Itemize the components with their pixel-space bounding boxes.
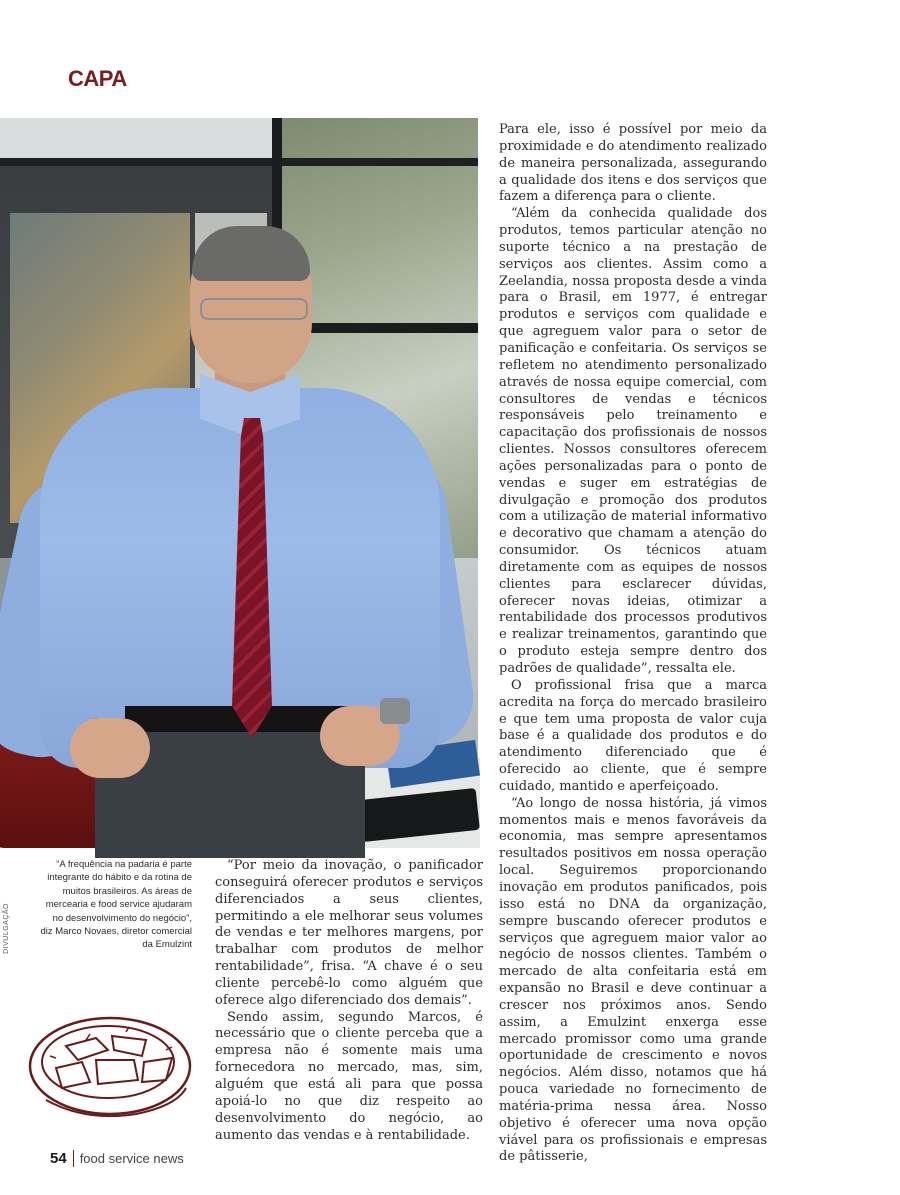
page-footer — [50, 1150, 184, 1167]
article-paragraph: Sendo assim, segundo Marcos, é necessário que o cliente perceba que a empresa não é somente mais uma fornecedora no mercado, mas, sim, alguém que está ali para que possa apoiá-lo no que diz respeito ao desenvolvimento do negócio, ao aumento das vendas e à rentabilidade. — [215, 1009, 483, 1143]
article-paragraph: O profissional frisa que a marca acredita na força do mercado brasileiro e que tem uma proposta de valor cuja base é a qualidade dos produtos e do atendimento diferenciado que é oferecido ao cliente, que é sempre cuidado, mantido e aperfeiçoado. — [499, 677, 767, 794]
article-paragraph: Para ele, isso é possível por meio da proximidade e do atendimento realizado de maneira personalizada, assegurando a qualidade dos itens e dos serviços que fazem a diferença para o cliente. — [499, 122, 767, 205]
article-column-middle — [215, 858, 483, 1144]
article-paragraph: “Ao longo de nossa história, já vimos momentos mais e menos favoráveis da economia, mas sempre apresentamos resultados positivos em nossa operação local. Seguiremos proporcionando inovação em produtos panificados, pois isso está no DNA da organização, sempre buscando oferecer produtos e serviços que agreguem maior valor ao negócio de nossos clientes. Também o mercado de alta confeitaria está em expansão no Brasil e deve continuar a crescer nos próximos anos. Sendo assim, a Emulzint enxerga esse mercado promissor como uma grande oportunidade de crescimento e novos negócios. Além disso, notamos que há pouca variedade no fornecimento de matéria-prima nessa área. Nosso objetivo é oferecer uma nova opção viável para os profissionais e empresas de pâtisserie, — [499, 795, 767, 1165]
publication-name: food service news — [79, 1151, 184, 1166]
section-label: CAPA — [68, 66, 127, 91]
article-paragraph: “Além da conhecida qualidade dos produtos, temos particular atenção no suporte técnico a na prestação de serviços aos clientes. Assim como a Zeelandia, nossa proposta desde a vinda para o Brasil, em 1977, é entregar produtos e serviços com qualidade e que agreguem valor para o setor de panificação e confeitaria. Os serviços se refletem no atendimento personalizado através de nossa equipe comercial, com consultores de vendas e técnicos responsáveis pelo treinamento e capacitação dos profissionais de nossos clientes. Nossos consultores oferecem ações personalizadas para o ponto de vendas e suger em estratégias de divulgação e promoção dos produtos com a utilização de material informativo e decorativo que chamam a atenção do consumidor. Os técnicos atuam diretamente com as equipes de nossos clientes para esclarecer dúvidas, oferecer novas ideias, otimizar a rentabilidade dos processos produtivos e realizar treinamentos, garantindo que o produto esteja sempre dentro dos padrões de qualidade”, ressalta ele. — [499, 206, 767, 676]
photo-credit: DIVULGAÇÃO — [3, 903, 10, 954]
article-paragraph: “Por meio da inovação, o panificador conseguirá oferecer produtos e serviços diferenciados a seus clientes, permitindo a ele melhorar seus volumes de vendas e ter melhores margens, por trabalhar com produtos de melhor rentabilidade”, frisa. “A chave é o seu cliente percebê-lo como alguém que oferece algo diferenciado dos demais”. — [215, 858, 483, 1008]
photo-caption: “A frequência na padaria é parte integrante do hábito e da rotina de muitos brasileiros. As áreas de mercearia e food service ajudaram no desenvolvimento do negócio”, diz Marco Novaes, diretor comercial da Emulzint — [40, 859, 192, 951]
page-number: 54 — [50, 1150, 67, 1167]
article-column-right — [499, 122, 767, 1166]
footer-divider — [73, 1150, 74, 1167]
bread-illustration — [26, 1010, 196, 1120]
